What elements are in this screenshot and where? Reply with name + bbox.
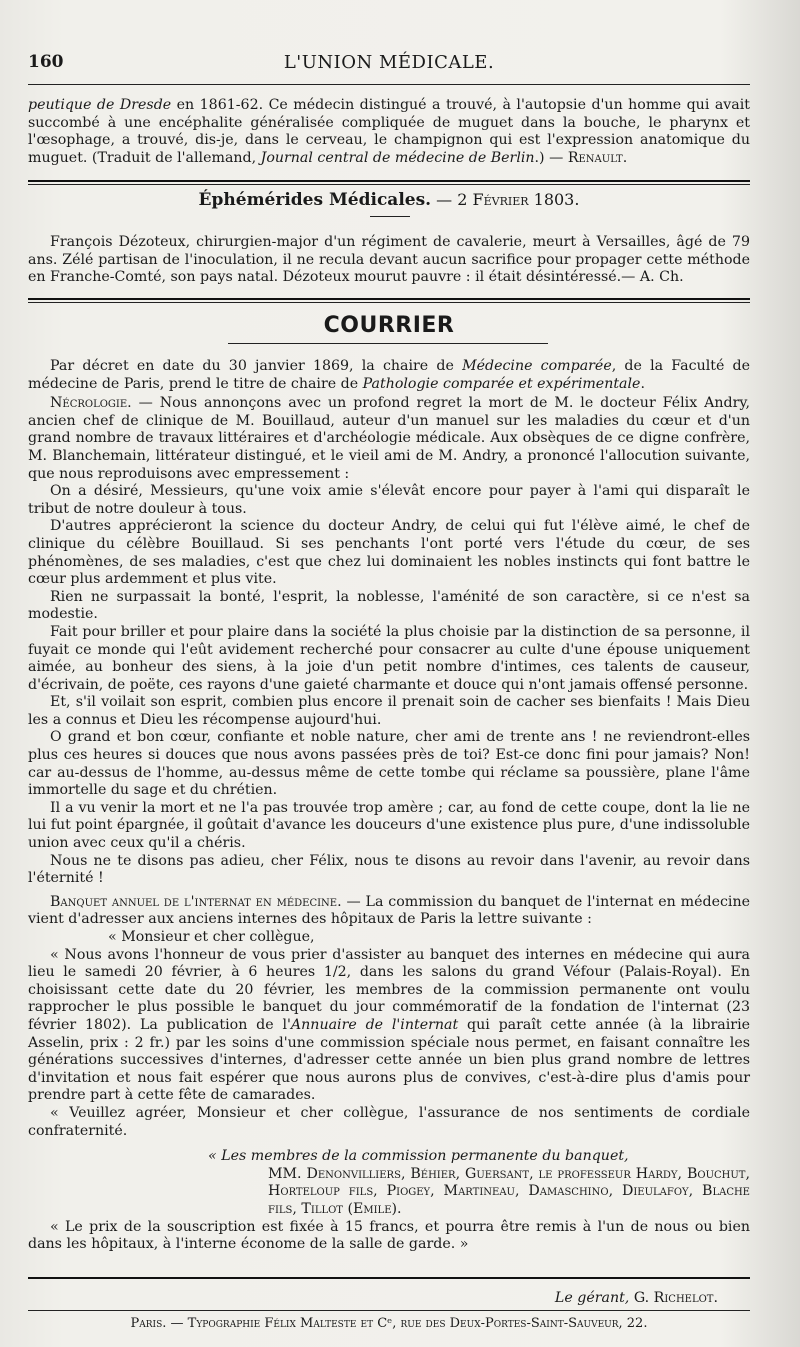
letter-body <box>28 947 750 1105</box>
top-para-signature: Renault. <box>567 149 628 166</box>
courrier-title: COURRIER <box>323 313 455 338</box>
ephemerides-date-sep: — 2 <box>431 190 473 209</box>
letter-closing: « Veuillez agréer, Monsieur et cher collègue, l'assurance de nos sentiments de cordiale confraternité. <box>28 1104 750 1139</box>
ephemerides-month: Février <box>472 190 529 209</box>
courrier-body <box>28 358 750 1254</box>
courrier-rule <box>28 298 750 300</box>
gerant-name: G. Richelot. <box>629 1290 718 1306</box>
courrier-rule-thin <box>28 302 750 303</box>
ephemerides-year: 1803. <box>528 190 580 209</box>
eulogy-paragraph: Rien ne surpassait la bonté, l'esprit, la noblesse, l'aménité de son caractère, si ce n'est sa modestie. <box>28 588 750 623</box>
top-para-lead: peutique de Dresde <box>28 97 172 113</box>
eulogy-paragraph: D'autres apprécieront la science du docteur Andry, de celui qui fut l'élève aimé, le chef de clinique du célèbre Bouillaud. Si ses penchants l'ont porté vers l'étude du cœur, de ses phénomènes, de ses maladies, c'est que chez lui dominaient les nobles instincts qui font battre le cœur plus ardemment et plus vite. <box>28 518 750 588</box>
necrology-label: Nécrologie. <box>50 395 132 412</box>
printer-footer <box>28 1316 750 1331</box>
necrology-paragraph <box>28 395 750 483</box>
decree-text-c: . <box>640 375 645 392</box>
banquet-text: — La commission du banquet de l'internat en médecine vient d'adresser aux anciens internes des hôpitaux de Paris la lettre suivante : <box>28 893 750 928</box>
section-rule <box>28 180 750 182</box>
decree-new-chair: Pathologie comparée et expérimentale <box>362 375 641 392</box>
gerant-line <box>28 1290 718 1306</box>
top-para-journal: Journal central de médecine de Berlin <box>260 149 535 166</box>
footer-rule <box>28 1310 750 1311</box>
ephemerides-text: François Dézoteux, chirurgien-major d'un régiment de cavalerie, meurt à Versailles, âgé de 79 ans. Zélé partisan de l'inoculation, il ne recula devant aucun sacrifice pour propager cette méthode en Franche-Comté, son pays natal. Dézoteux mourut pauvre : il était désintéressé.— A. Ch. <box>28 234 750 286</box>
page-number: 160 <box>28 52 64 72</box>
signatories-intro: « Les membres de la commission permanente du banquet, <box>208 1148 629 1165</box>
courrier-underline <box>228 343 548 344</box>
necrology-text: — Nous annonçons avec un profond regret la mort de M. le docteur Félix Andry, ancien chef de clinique de M. Bouillaud, auteur d'un manuel sur les maladies du cœur et d'un grand nombre de travaux littéraires et d'archéologie médicale. Aux obsèques de ce digne confrère, M. Blanchemain, littérateur distingué, et le vieil ami de M. Andry, a prononcé l'allocution suivante, que nous reproduisons avec empressement : <box>28 395 750 482</box>
ephemerides-dash <box>370 216 410 217</box>
gerant-label: Le gérant, <box>554 1290 630 1306</box>
letter-text-a: « Nous avons l'honneur de vous prier d'assister au banquet des internes en médecine qui aura lieu le samedi 20 février, à 6 heures 1/2, dans les salons du grand Véfour (Palais-Royal). En choisissant cette date du 20 février, les membres de la commission permanente ont voulu rapprocher le plus possible le banquet du jour commémoratif de la fondation de l'internat (23 février 1802). La publication de l' <box>28 946 750 1033</box>
closing-rule <box>28 1277 750 1279</box>
top-para-tail: .) — <box>534 149 568 166</box>
header-rule <box>28 84 750 85</box>
eulogy-paragraph: Il a vu venir la mort et ne l'a pas trouvée trop amère ; car, au fond de cette coupe, dont la lie ne lui fut point épargnée, il goûtait d'avance les douceurs d'une existence plus pure, d'une indissoluble union avec ceux qu'il a chéris. <box>28 799 750 852</box>
decree-paragraph <box>28 358 750 393</box>
ephemerides-title: Éphémérides Médicales. <box>198 190 432 210</box>
eulogy-paragraph: Nous ne te disons pas adieu, cher Félix, nous te disons au revoir dans l'avenir, au revoir dans l'éternité ! <box>28 852 750 887</box>
letter-salutation: « Monsieur et cher collègue, <box>108 929 315 945</box>
decree-text-a: Par décret en date du 30 janvier 1869, la chaire de <box>50 358 463 374</box>
ephemerides-body <box>28 234 750 287</box>
running-title: L'UNION MÉDICALE. <box>283 52 495 73</box>
top-paragraph <box>28 97 750 167</box>
eulogy-paragraph: On a désiré, Messieurs, qu'une voix amie s'élevât encore pour payer à l'ami qui disparaît le tribut de notre douleur à tous. <box>28 483 750 517</box>
decree-text-b: , de la Faculté de médecine de Paris, prend le titre de chaire de <box>28 358 751 392</box>
eulogy-paragraph: O grand et bon cœur, confiante et noble nature, cher ami de trente ans ! ne reviendront-elles plus ces heures si douces que nous avons passées près de toi? Est-ce donc fini pour jamais? Non! car au-dessus de l'homme, au-dessus même de cette tombe qui réclame sa poussière, plane l'âme immortelle du sage et du chrétien. <box>28 729 750 799</box>
ephemerides-heading <box>28 190 750 210</box>
top-para-body: en 1861-62. Ce médecin distingué a trouvé, à l'autopsie d'un homme qui avait succombé à une encéphalite généralisée compliquée de muguet dans la bouche, le pharynx et l'œsophage, a trouvé, dis-je, dans le cerveau, le champignon qui est l'expression anatomique du muguet. (Traduit de l'allemand, <box>28 97 750 166</box>
price-note: « Le prix de la souscription est fixée à 15 francs, et pourra être remis à l'un de nous ou bien dans les hôpitaux, à l'interne économe de la salle de garde. » <box>28 1218 750 1253</box>
banquet-label: Banquet annuel de l'internat en médecine. <box>50 893 342 910</box>
eulogy-paragraph: Fait pour briller et pour plaire dans la société la plus choisie par la distinction de sa personne, il fuyait ce monde qui l'eût avidement recherché pour consacrer au culte d'une épouse uniquement aimée, au bonheur des siens, à la joie d'un petit nombre d'intimes, ces talents de causeur, d'écrivain, de poëte, ces rayons d'une gaieté charmante et douce qui n'ont jamais offensé personne. <box>28 623 750 693</box>
letter-annuaire: Annuaire de l'internat <box>290 1016 459 1033</box>
letter-text-b: qui paraît cette année (à la librairie Asselin, prix : 2 fr.) par les soins d'une commission spéciale nous permet, en faisant connaître les générations successives d'internes, d'adresser cette année un bien plus grand nombre de lettres d'invitation et nous fait espérer que nous aurons plus de convives, c'est-à-dire plus d'amis pour prendre part à cette fête de camarades. <box>28 1016 751 1104</box>
section-rule-thin <box>28 184 750 185</box>
eulogy-paragraph: Et, s'il voilait son esprit, combien plus encore il prenait soin de cacher ses bienfaits ! Mais Dieu les a connus et Dieu les récompense aujourd'hui. <box>28 694 750 728</box>
footer-city: Paris. <box>130 1316 167 1331</box>
page-header <box>28 52 750 80</box>
signatories-list: MM. Denonvilliers, Béhier, Guersant, le professeur Hardy, Bouchut, Horteloup fils, Piogey, Martineau, Damaschino, Dieulafoy, Blache fils, Tillot (Emile). <box>268 1165 750 1217</box>
footer-text: — Typographie Félix Malteste et Cᵉ, rue des Deux-Portes-Saint-Sauveur, 22. <box>166 1316 648 1331</box>
decree-chair: Médecine comparée <box>462 358 612 374</box>
banquet-paragraph <box>28 894 750 929</box>
